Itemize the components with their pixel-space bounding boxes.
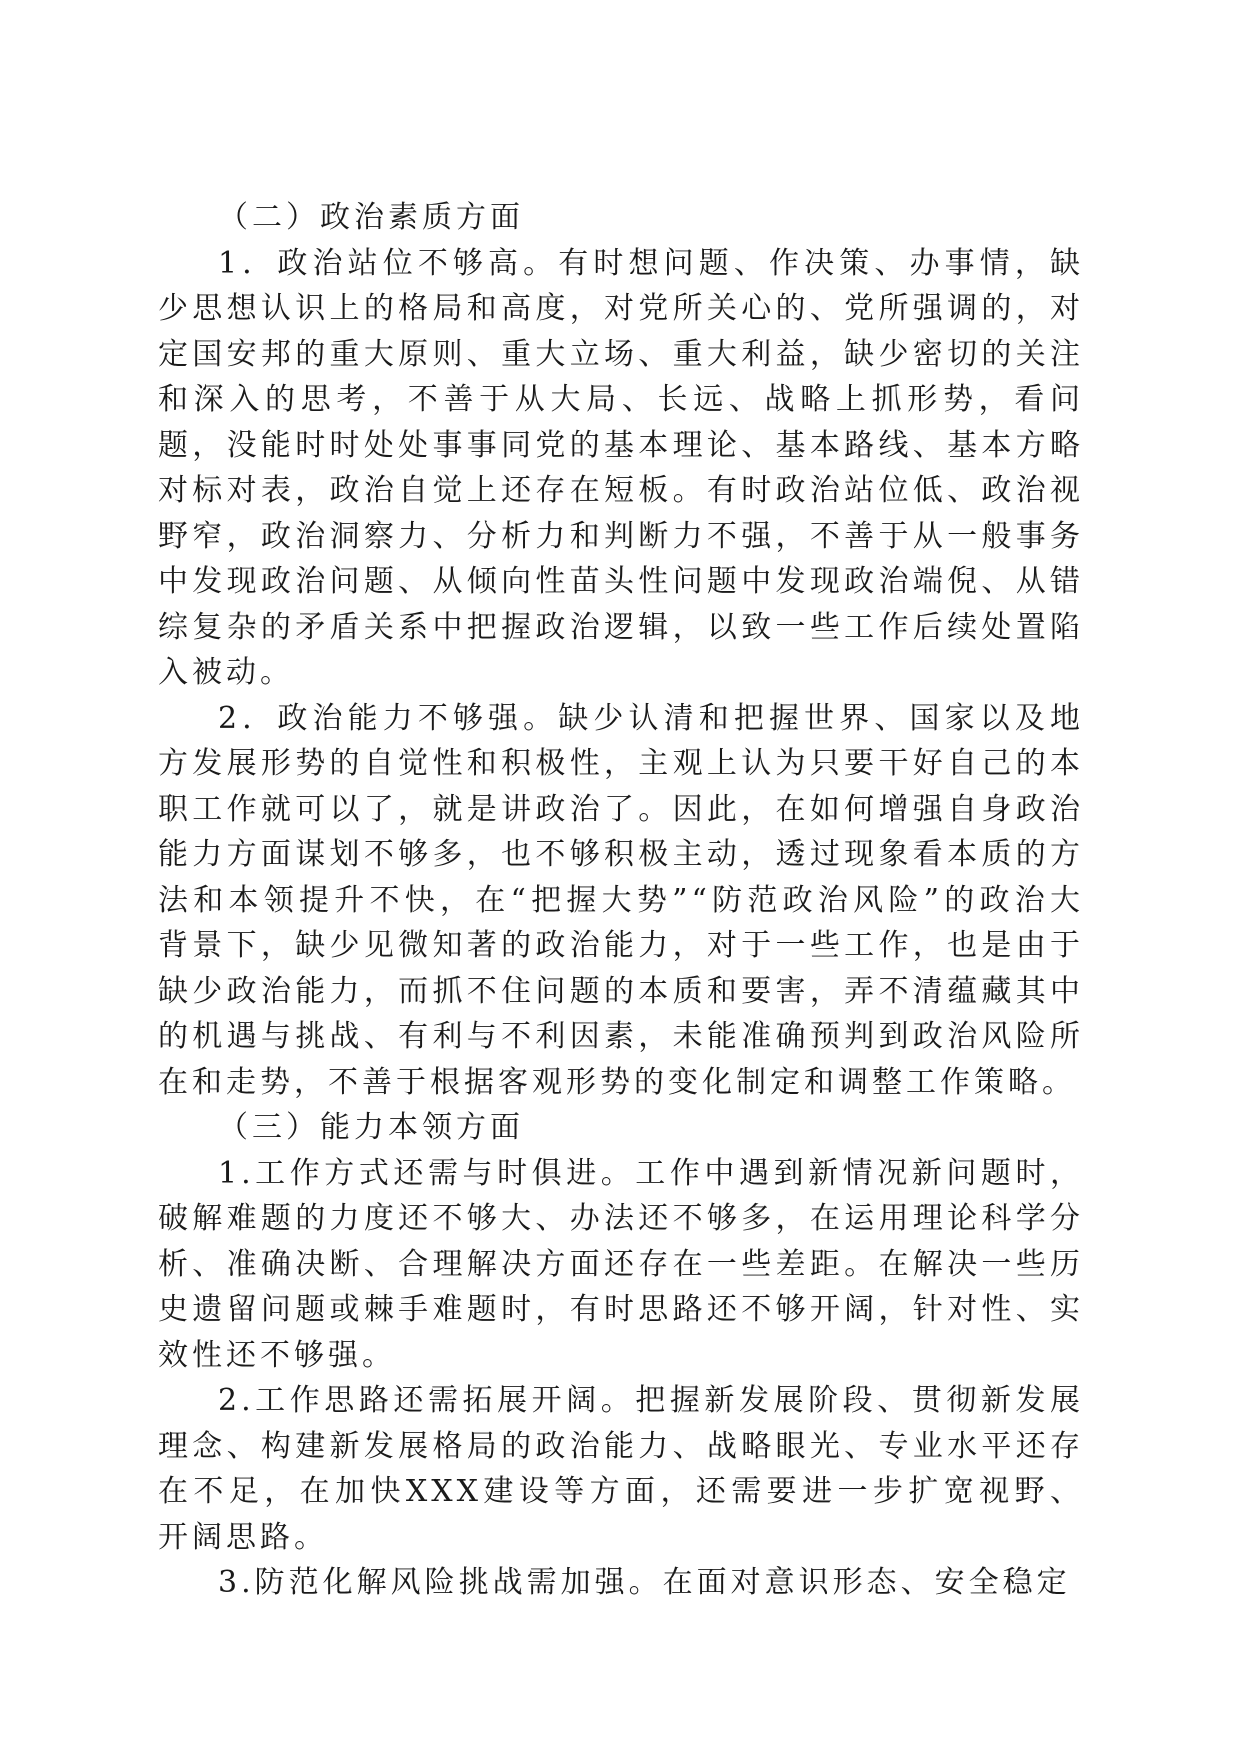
paragraph-political-ability: 2．政治能力不够强。缺少认清和把握世界、国家以及地方发展形势的自觉性和积极性，主观上认为只要干好自己的本职工作就可以了，就是讲政治了。因此，在如何增强自身政治能力方面谋划不够多，也不够积极主动，透过现象看本质的方法和本领提升不快，在“把握大势”“防范政治风险”的政治大背景下，缺少见微知著的政治能力，对于一些工作，也是由于缺少政治能力，而抓不住问题的本质和要害，弄不清蕴藏其中的机遇与挑战、有利与不利因素，未能准确预判到政治风险所在和走势，不善于根据客观形势的变化制定和调整工作策略。 xyxy=(158,700,1084,1100)
section-heading-capability: （三）能力本领方面 xyxy=(218,1110,524,1145)
document-body xyxy=(158,195,1084,1606)
paragraph-political-stance: 1．政治站位不够高。有时想问题、作决策、办事情，缺少思想认识上的格局和高度，对党所关心的、党所强调的，对定国安邦的重大原则、重大立场、重大利益，缺少密切的关注和深入的思考，不善于从大局、长远、战略上抓形势，看问题，没能时时处处事事同党的基本理论、基本路线、基本方略对标对表，政治自觉上还存在短板。有时政治站位低、政治视野窄，政治洞察力、分析力和判断力不强，不善于从一般事务中发现政治问题、从倾向性苗头性问题中发现政治端倪、从错综复杂的矛盾关系中把握政治逻辑，以致一些工作后续处置陷入被动。 xyxy=(158,245,1084,690)
paragraph-risk-prevention: 3.防范化解风险挑战需加强。在面对意识形态、安全稳定 xyxy=(218,1565,1071,1600)
section-heading-political-quality: （二）政治素质方面 xyxy=(218,200,524,235)
paragraph-work-methods: 1.工作方式还需与时俱进。工作中遇到新情况新问题时，破解难题的力度还不够大、办法还不够多，在运用理论科学分析、准确决断、合理解决方面还存在一些差距。在解决一些历史遗留问题或棘手难题时，有时思路还不够开阔，针对性、实效性还不够强。 xyxy=(158,1155,1084,1373)
paragraph-work-thinking: 2.工作思路还需拓展开阔。把握新发展阶段、贯彻新发展理念、构建新发展格局的政治能力、战略眼光、专业水平还存在不足，在加快XXX建设等方面，还需要进一步扩宽视野、开阔思路。 xyxy=(158,1383,1084,1555)
